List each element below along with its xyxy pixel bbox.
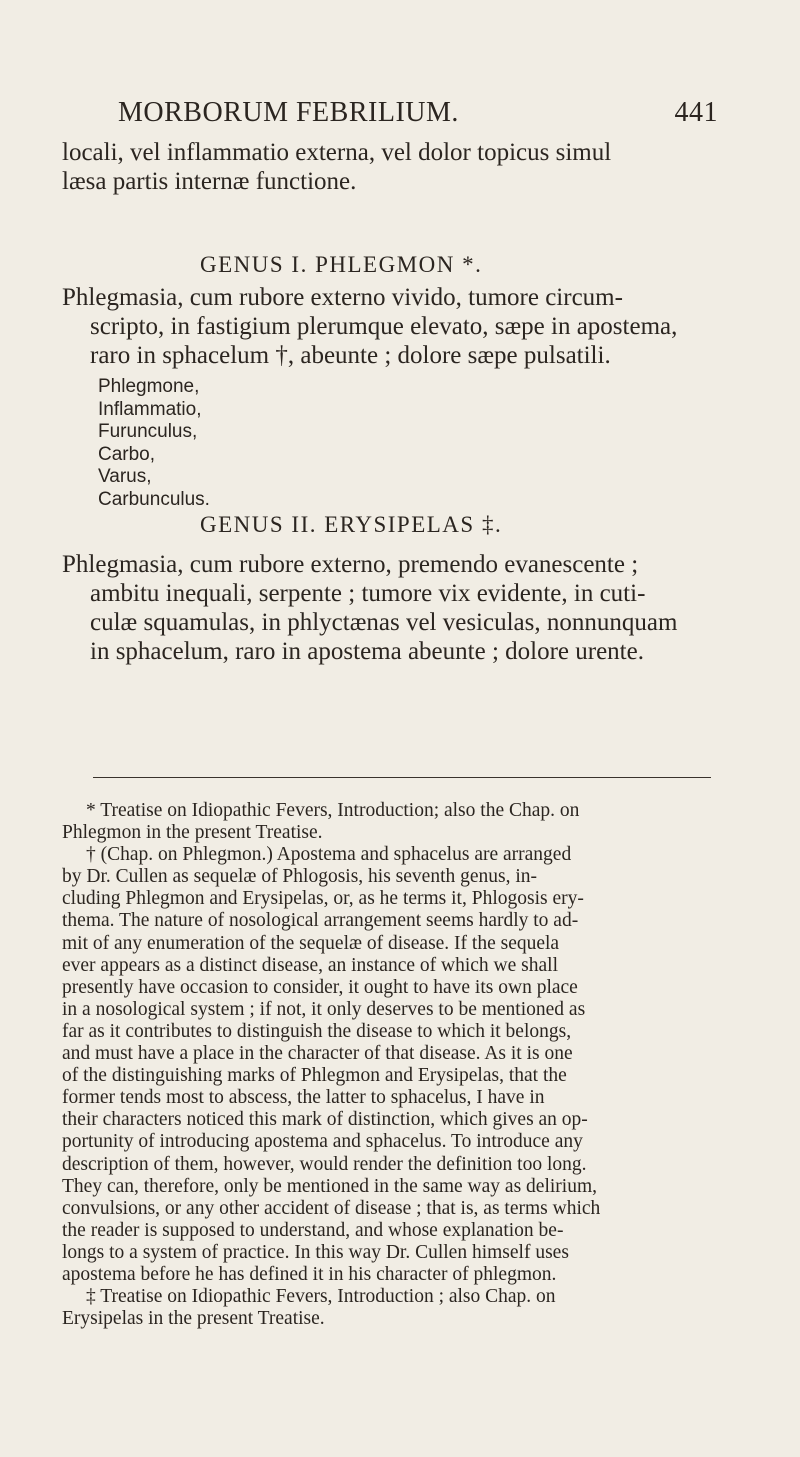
intro-paragraph xyxy=(62,138,611,196)
text-line: locali, vel inflammatio externa, vel dolor topicus simul xyxy=(62,139,612,166)
footnote-line: longs to a system of practice. In this way Dr. Cullen himself uses xyxy=(62,1241,569,1263)
erysipelas-definition xyxy=(62,550,677,666)
footnote-line: former tends most to abscess, the latter to sphacelus, I have in xyxy=(62,1087,545,1109)
footnote-line: ‡ Treatise on Idiopathic Fevers, Introduction ; also Chap. on xyxy=(86,1286,556,1308)
footnote-line: description of them, however, would render the definition too long. xyxy=(62,1153,587,1175)
footnote-line: ever appears as a distinct disease, an instance of which we shall xyxy=(62,954,558,976)
synonym: Carbo, xyxy=(98,443,156,465)
footnote-line: presently have occasion to consider, it ought to have its own place xyxy=(62,976,578,998)
footnote-line: of the distinguishing marks of Phlegmon and Erysipelas, that the xyxy=(62,1065,567,1087)
synonym: Varus, xyxy=(98,466,152,487)
text-line: ambitu inequali, serpente ; tumore vix evidente, in cuti- xyxy=(90,580,646,607)
footnote-line: † (Chap. on Phlegmon.) Apostema and sphacelus are arranged xyxy=(86,844,572,866)
footnote-line: in a nosological system ; if not, it only deserves to be mentioned as xyxy=(62,998,586,1020)
footnote-line: They can, therefore, only be mentioned in the same way as delirium, xyxy=(62,1175,597,1197)
footnote-line: portunity of introducing apostema and sphacelus. To introduce any xyxy=(62,1131,583,1153)
footnote-line: convulsions, or any other accident of disease ; that is, as terms which xyxy=(62,1197,601,1219)
running-title: MORBORUM FEBRILIUM. xyxy=(118,97,459,128)
footnote-rule xyxy=(93,777,711,778)
footnote-line: Erysipelas in the present Treatise. xyxy=(62,1308,325,1330)
synonym: Carbunculus. xyxy=(98,488,210,510)
footnote-line: the reader is supposed to understand, and whose explanation be- xyxy=(62,1219,564,1241)
phlegmon-definition-text xyxy=(62,283,677,370)
text-line: Phlegmasia, cum rubore externo, premendo evanescente ; xyxy=(62,551,639,578)
text-line: læsa partis internæ functione. xyxy=(62,168,357,195)
footnotes xyxy=(62,800,722,1330)
text-line: Phlegmasia, cum rubore externo vivido, tumore circum- xyxy=(62,284,623,311)
footnote-line: and must have a place in the character of that disease. As it is one xyxy=(62,1043,573,1065)
text-line: raro in sphacelum †, abeunte ; dolore sæpe pulsatili. xyxy=(90,342,611,369)
genus-heading-erysipelas: GENUS II. ERYSIPELAS ‡. xyxy=(200,512,503,537)
footnote-line: Phlegmon in the present Treatise. xyxy=(62,822,323,844)
footnote-line: their characters noticed this mark of distinction, which gives an op- xyxy=(62,1109,588,1131)
synonym: Furunculus, xyxy=(98,421,198,442)
genus-heading-phlegmon: GENUS I. PHLEGMON *. xyxy=(200,252,483,277)
synonym: Phlegmone, xyxy=(98,376,200,397)
phlegmon-synonyms xyxy=(98,376,210,511)
page-number: 441 xyxy=(674,97,718,128)
text-line: in sphacelum, raro in apostema abeunte ; dolore urente. xyxy=(90,638,644,665)
text-line: culæ squamulas, in phlyctænas vel vesiculas, nonnunquam xyxy=(90,609,678,636)
text-line: scripto, in fastigium plerumque elevato, sæpe in apostema, xyxy=(90,313,678,340)
footnote-line: thema. The nature of nosological arrangement seems hardly to ad- xyxy=(62,910,579,932)
footnote-line: * Treatise on Idiopathic Fevers, Introduction; also the Chap. on xyxy=(86,800,580,821)
synonym: Inflammatio, xyxy=(98,398,202,420)
footnote-line: apostema before he has defined it in his character of phlegmon. xyxy=(62,1263,557,1285)
footnote-line: by Dr. Cullen as sequelæ of Phlogosis, his seventh genus, in- xyxy=(62,866,538,888)
footnote-line: far as it contributes to distinguish the disease to which it belongs, xyxy=(62,1020,572,1042)
footnote-line: mit of any enumeration of the sequelæ of disease. If the sequela xyxy=(62,932,560,954)
footnote-line: cluding Phlegmon and Erysipelas, or, as he terms it, Phlogosis ery- xyxy=(62,888,584,910)
